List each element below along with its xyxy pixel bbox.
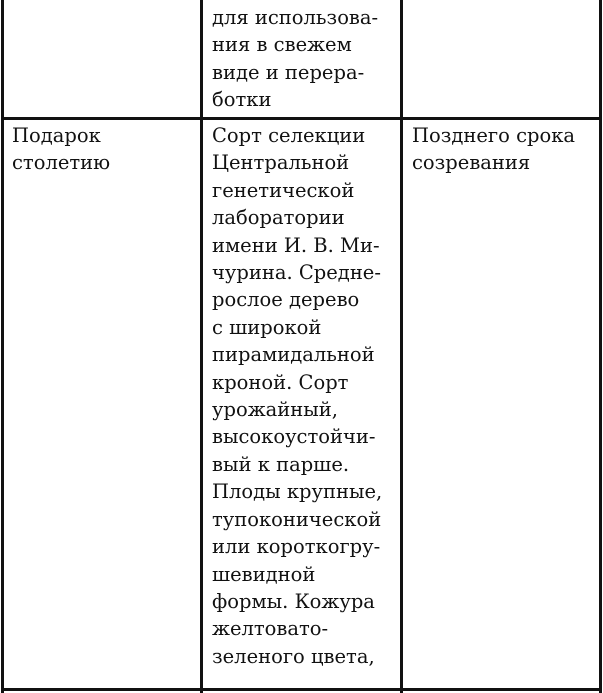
description-line: шевидной <box>212 562 316 586</box>
variety-name-cell <box>12 122 110 177</box>
description-line: Центральной <box>212 151 350 175</box>
column-divider-2 <box>400 0 403 693</box>
row-divider <box>1 117 602 120</box>
description-line: кроной. Сорт <box>212 370 349 394</box>
table-border-right <box>599 0 602 693</box>
description-line: желтовато- <box>212 617 329 641</box>
description-line: высокоустойчи- <box>212 425 376 449</box>
description-line: лаборатории <box>212 206 345 230</box>
description-line: формы. Кожура <box>212 589 375 613</box>
description-line: ботки <box>212 88 272 112</box>
table-border-bottom <box>1 688 602 691</box>
description-line: генетической <box>212 178 355 202</box>
description-line: для использова- <box>212 6 379 29</box>
top-row-description-cell <box>212 4 378 114</box>
description-line: имени И. В. Ми- <box>212 233 380 257</box>
description-line: вый к парше. <box>212 452 350 476</box>
ripening-period-cell <box>412 122 575 177</box>
description-line: с широкой <box>212 315 322 339</box>
description-line: Плоды крупные, <box>212 480 383 504</box>
variety-name-line: столетию <box>12 151 111 175</box>
description-line: пирамидальной <box>212 343 375 367</box>
variety-name-line: Подарок <box>12 124 101 147</box>
description-line: ния в свежем <box>212 33 352 57</box>
variety-description-cell <box>212 122 382 670</box>
column-divider-1 <box>200 0 203 693</box>
description-line: зеленого цвета, <box>212 644 375 668</box>
description-line: урожайный, <box>212 398 338 422</box>
description-line: виде и перера- <box>212 60 365 84</box>
description-line: чурина. Средне- <box>212 261 381 285</box>
table-border-left <box>1 0 4 693</box>
description-line: или короткогру- <box>212 535 381 559</box>
description-line: Сорт селекции <box>212 124 366 147</box>
description-line: тупоконической <box>212 507 382 531</box>
ripening-period-line: Позднего срока <box>412 124 576 147</box>
ripening-period-line: созревания <box>412 151 531 175</box>
description-line: рослое дерево <box>212 288 360 312</box>
